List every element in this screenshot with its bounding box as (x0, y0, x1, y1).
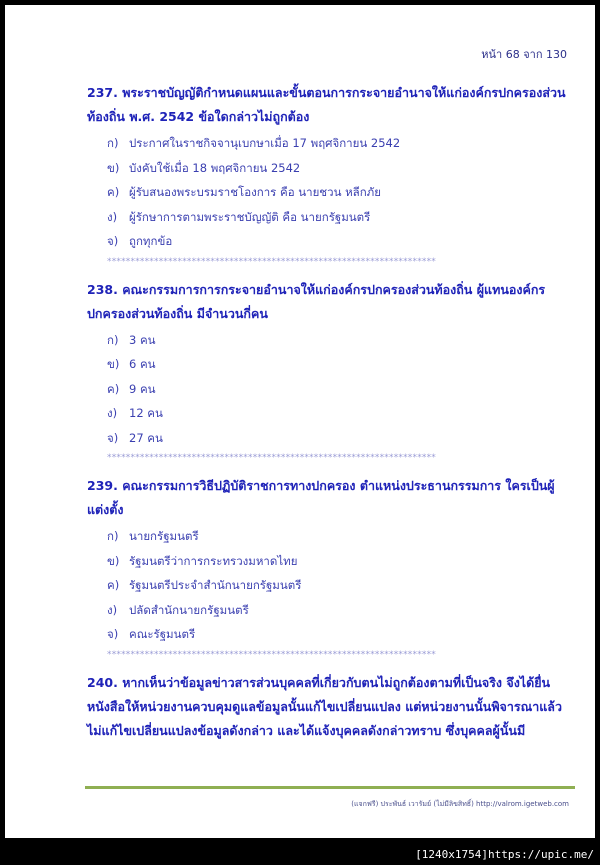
choice-text: นายกรัฐมนตรี (129, 529, 199, 543)
choice-letter: ง) (107, 209, 118, 224)
choice-letter: จ) (107, 627, 119, 641)
choice-letter: ก) (107, 136, 119, 150)
separator: ********************************************************************** (107, 256, 436, 267)
choice-item (87, 622, 575, 647)
content (87, 81, 575, 743)
choice-letter: ค) (107, 185, 120, 199)
choice-letter: จ) (107, 430, 119, 445)
choice-item (87, 352, 575, 377)
image-watermark: [1240x1754]https://upic.me/ (415, 848, 594, 861)
choice-text: 27 คน (129, 430, 163, 445)
choice-letter: ข) (107, 160, 120, 175)
choice-text: รัฐมนตรีว่าการกระทรวงมหาดไทย (129, 553, 298, 568)
choice-letter: ข) (107, 357, 120, 371)
question-text: 240. หากเห็นว่าข้อมูลข่าวสารส่วนบุคคลที่เกี่ยวกับตนไม่ถูกต้องตามที่เป็นจริง จึงได้ยื่นหนังสือให้หน่วยงานควบคุมดูแลข้อมูลนั้นแก้ไขเปลี่ยนแปลง แต่หน่วยงานนั้นพิจารณาแล้วไม่แก้ไขเปลี่ยนแปลงข้อมูลดังกล่าว และได้แจ้งบุคคลดังกล่าวทราบ ซึ่งบุคคลผู้นั้นมี (87, 674, 562, 738)
choice-letter: ก) (107, 529, 119, 543)
page-number: หน้า 68 จาก 130 (481, 48, 567, 61)
choice-letter: ข) (107, 553, 120, 568)
choice-item (87, 131, 575, 156)
choice-letter: ค) (107, 381, 120, 396)
question-text: 237. พระราชบัญญัติกำหนดแผนและขั้นตอนการกระจายอำนาจให้แก่องค์กรปกครองส่วนท้องถิ่น พ.ศ. 2542 ข้อใดกล่าวไม่ถูกต้อง (87, 85, 566, 124)
footer-credit: (แจกฟรี) ประพันธ์ เวารัมย์ (ไม่มีลิขสิทธิ์) http://valrom.igetweb.com (351, 800, 569, 808)
choice-text: ผู้รักษาการตามพระราชบัญญัติ คือ นายกรัฐมนตรี (129, 209, 371, 224)
choice-item (87, 426, 575, 451)
choice-text: ประกาศในราชกิจจานุเบกษาเมื่อ 17 พฤศจิกายน 2542 (129, 136, 401, 150)
choice-item (87, 524, 575, 549)
choice-item (87, 401, 575, 426)
choice-item (87, 156, 575, 181)
choice-item (87, 180, 575, 205)
question-block (87, 278, 575, 465)
choice-letter: ง) (107, 406, 118, 420)
question-block (87, 671, 575, 743)
choice-text: 12 คน (129, 406, 163, 420)
choice-letter: ง) (107, 602, 118, 617)
choice-text: 3 คน (129, 332, 156, 347)
document-page (5, 5, 595, 838)
choice-letter: ก) (107, 332, 119, 347)
choice-text: ปลัดสำนักนายกรัฐมนตรี (129, 602, 249, 617)
choice-list (87, 524, 575, 647)
choice-item (87, 328, 575, 353)
choice-item (87, 205, 575, 230)
choice-text: 6 คน (129, 357, 156, 371)
question-text: 239. คณะกรรมการวิธีปฏิบัติราชการทางปกครอง ตำแหน่งประธานกรรมการ ใครเป็นผู้แต่งตั้ง (87, 478, 555, 517)
choice-text: รัฐมนตรีประจำสำนักนายกรัฐมนตรี (129, 578, 302, 592)
question-block (87, 81, 575, 268)
choice-text: ถูกทุกข้อ (129, 234, 173, 248)
choice-text: บังคับใช้เมื่อ 18 พฤศจิกายน 2542 (129, 160, 301, 175)
choice-list (87, 131, 575, 254)
question-text: 238. คณะกรรมการการกระจายอำนาจให้แก่องค์กรปกครองส่วนท้องถิ่น ผู้แทนองค์กรปกครองส่วนท้องถิ่น มีจำนวนกี่คน (87, 281, 546, 321)
choice-text: คณะรัฐมนตรี (129, 627, 196, 641)
choice-item (87, 377, 575, 402)
question-block (87, 474, 575, 661)
choice-letter: ค) (107, 578, 120, 592)
choice-text: 9 คน (129, 381, 156, 396)
separator: ********************************************************************** (107, 453, 436, 463)
choice-item (87, 573, 575, 598)
choice-item (87, 229, 575, 254)
choice-letter: จ) (107, 234, 119, 248)
separator: ********************************************************************** (107, 649, 436, 660)
choice-item (87, 598, 575, 623)
choice-item (87, 549, 575, 574)
choice-list (87, 328, 575, 451)
footer-divider (85, 786, 575, 789)
choice-text: ผู้รับสนองพระบรมราชโองการ คือ นายชวน หลีกภัย (129, 185, 382, 199)
